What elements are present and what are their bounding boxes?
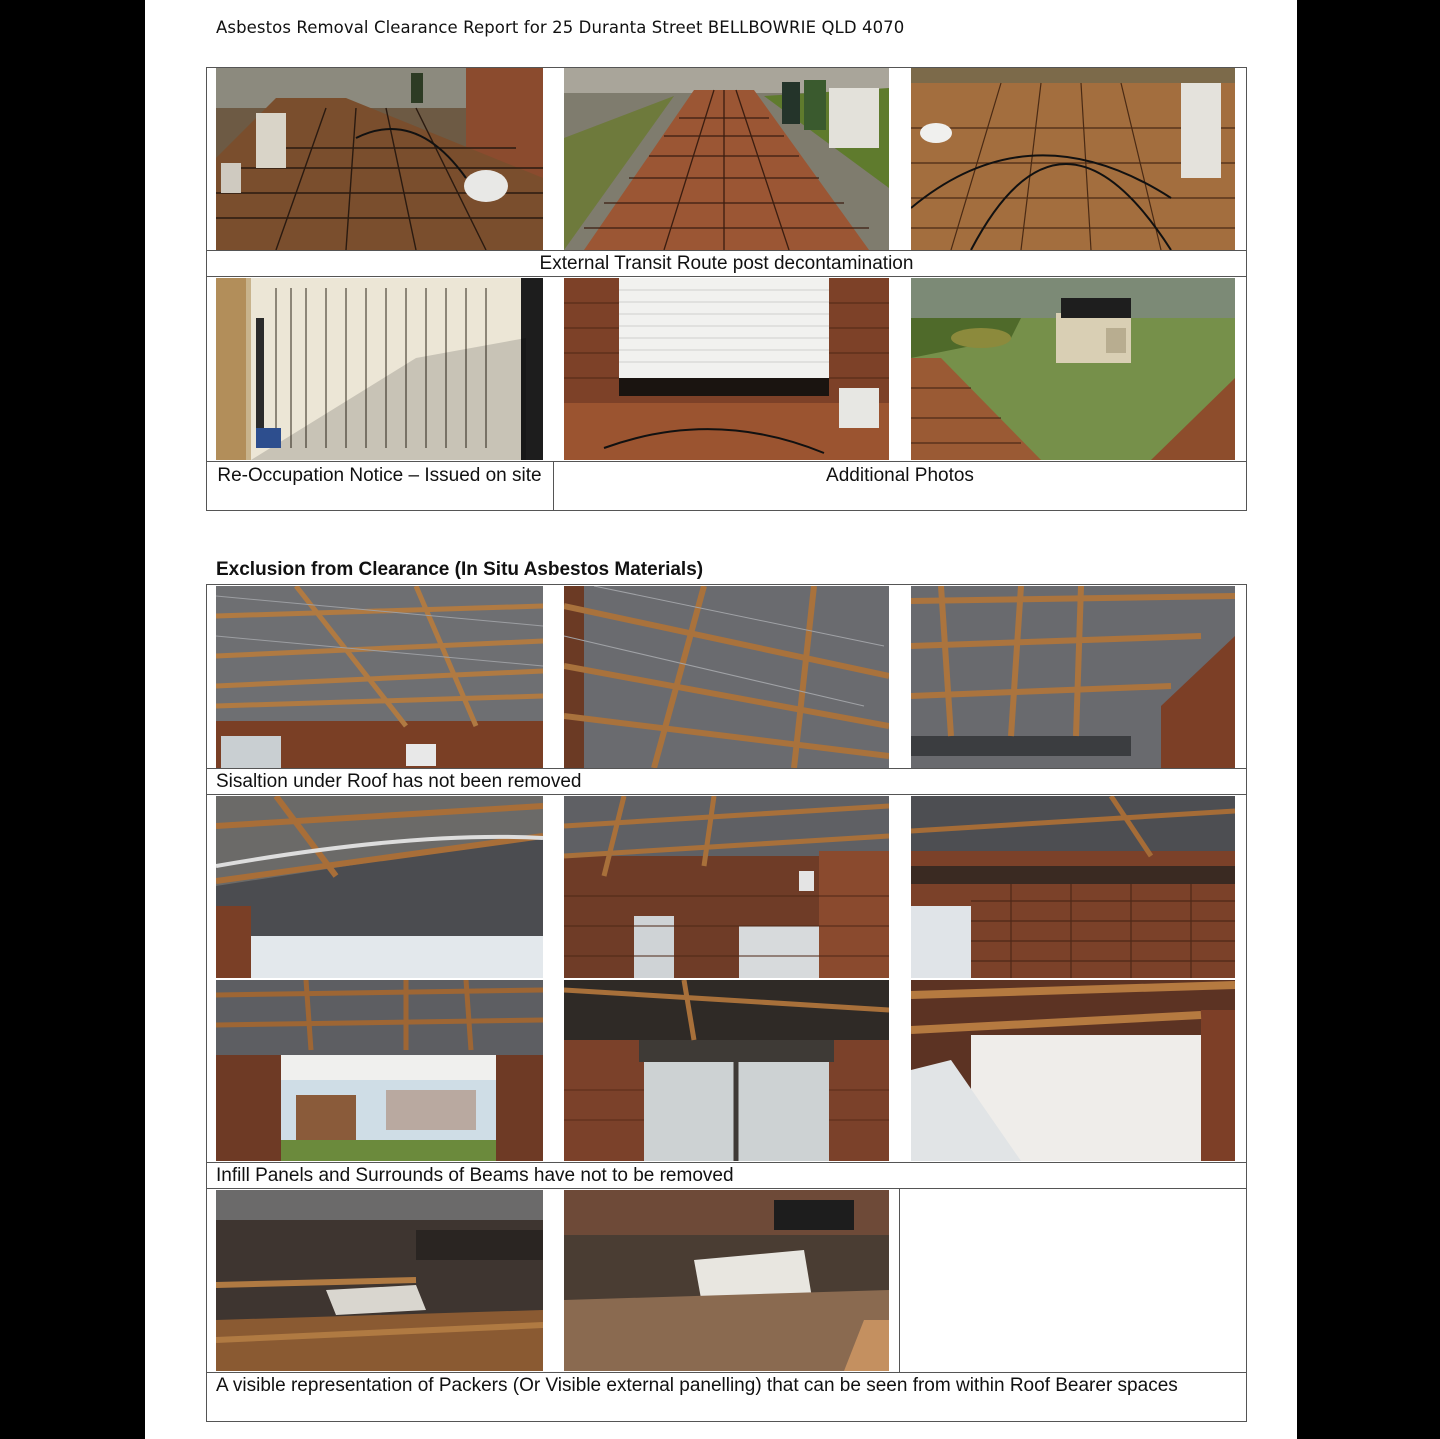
photo-skip-bin [911,278,1235,460]
photo-sisalation-2 [564,586,889,768]
photo-packers-2 [564,1190,889,1371]
photo-reoccupation-notice [216,278,543,460]
photo-infill-5 [564,980,889,1161]
caption-additional: Additional Photos [826,465,974,486]
photo-sisalation-3 [911,586,1235,768]
caption-transit: External Transit Route post decontamination [539,253,914,274]
photo-infill-1 [216,796,543,978]
photo-infill-6 [911,980,1235,1161]
exclusion-heading: Exclusion from Clearance (In Situ Asbestos Materials) [216,559,704,580]
photo-packers-1 [216,1190,543,1371]
photo-infill-2 [564,796,889,978]
photo-garage-door [564,278,889,460]
photo-transit-2 [564,68,889,250]
photo-sisalation-1 [216,586,543,768]
photo-infill-4 [216,980,543,1161]
caption-packers: A visible representation of Packers (Or Visible external panelling) that can be seen from within Roof Bearer spaces [216,1375,1178,1396]
packers-empty-cell [899,1188,1247,1373]
photo-infill-3 [911,796,1235,978]
photo-transit-3 [911,68,1235,250]
caption-notice: Re-Occupation Notice – Issued on site [217,465,542,486]
photo-transit-1 [216,68,543,250]
caption-sisalation: Sisaltion under Roof has not been removed [216,771,582,792]
report-header: Asbestos Removal Clearance Report for 25 Duranta Street BELLBOWRIE QLD 4070 [216,18,905,37]
caption-infill: Infill Panels and Surrounds of Beams have not to be removed [216,1165,734,1186]
